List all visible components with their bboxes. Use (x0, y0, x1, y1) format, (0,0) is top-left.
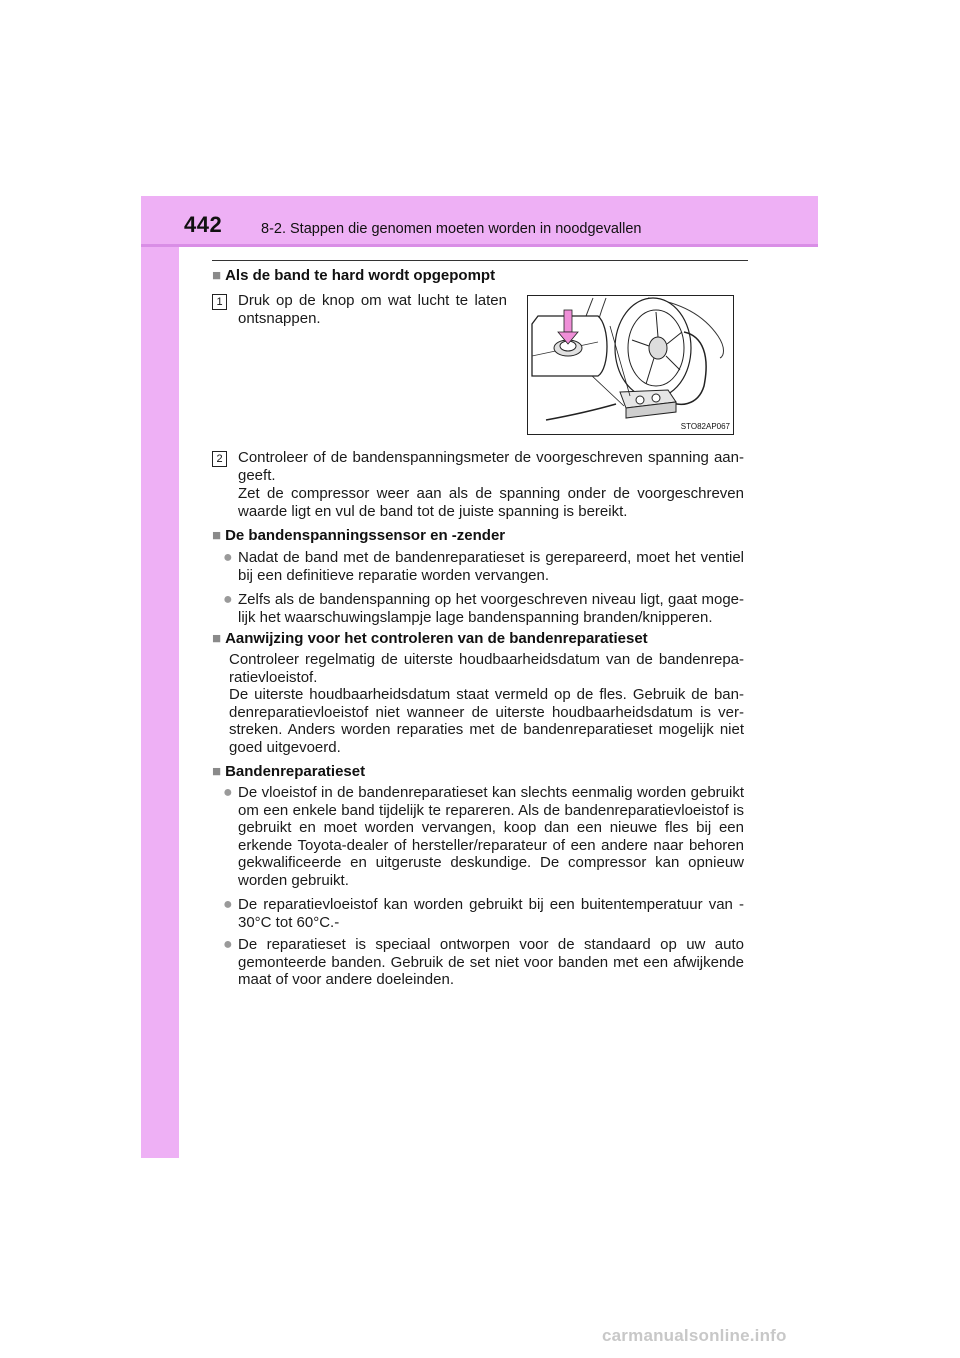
kit-bullet-1: De vloeistof in de bandenreparatieset kan slechts eenmalig worden gebruikt om een enkele band tijdelijk te repareren. Als de bandenreparatievloeistof is gebruikt en moet worden vervangen, koop dan een nieuwe fles bij een erkende Toyota-dealer of hersteller/reparateur of een andere naar behoren gekwalificeerde en uitgeruste deskundige. De compressor kan opnieuw worden gebruikt. (238, 784, 744, 889)
check-paragraph-2: De uiterste houdbaarheidsdatum staat vermeld op de fles. Gebruik de ban- denreparatievloeistof niet wanneer de uiterste houdbaarheidsdatum is ver- streken. Anders worden reparaties met de bandenreparatieset mogelijk niet goed uitgevoerd. (229, 686, 744, 756)
header-divider (141, 244, 818, 247)
round-bullet-icon: ● (223, 591, 233, 608)
square-bullet-icon: ■ (212, 763, 222, 780)
step-2-text: Controleer of de bandenspanningsmeter de voorgeschreven spanning aan- geeft. (238, 449, 744, 484)
side-tab (141, 196, 179, 1158)
sensor-bullet-2: Zelfs als de bandenspanning op het voorgeschreven niveau ligt, gaat moge- lijk het waarschuwingslampje lage bandenspanning branden/knipperen. (238, 591, 744, 626)
watermark: carmanualsonline.info (602, 1326, 787, 1345)
heading-overinflated: ■ Als de band te hard wordt opgepompt (212, 267, 496, 284)
heading-repair-kit: ■ Bandenreparatieset (212, 763, 366, 780)
page-number: 442 (184, 212, 223, 237)
square-bullet-icon: ■ (212, 267, 222, 284)
step-1-number: 1 (212, 294, 227, 310)
step-1-text: Druk op de knop om wat lucht te laten ontsnappen. (238, 292, 507, 327)
kit-bullet-2: De reparatievloeistof kan worden gebruikt bij een buitentemperatuur van - 30°C tot 60°C.- (238, 896, 744, 931)
kit-bullet-3: De reparatieset is speciaal ontworpen voor de standaard op uw auto gemonteerde banden. Gebruik de set niet voor banden met een afwijkende maat of voor andere doeleinden. (238, 936, 744, 988)
square-bullet-icon: ■ (212, 630, 222, 647)
top-rule (212, 260, 748, 261)
heading-pressure-sensor: ■ De bandenspanningssensor en -zender (212, 527, 506, 544)
round-bullet-icon: ● (223, 936, 233, 953)
illustration-drawing (528, 296, 733, 434)
round-bullet-icon: ● (223, 784, 233, 801)
step-2-text-continued: Zet de compressor weer aan als de spanning onder de voorgeschreven waarde ligt en vul de band tot de juiste spanning is bereikt. (238, 485, 744, 520)
step-2-number: 2 (212, 451, 227, 467)
section-title: 8-2. Stappen die genomen moeten worden in noodgevallen (261, 221, 642, 237)
check-paragraph-1: Controleer regelmatig de uiterste houdbaarheidsdatum van de bandenrepa- ratievloeistof. (229, 651, 744, 686)
heading-check-kit: ■ Aanwijzing voor het controleren van de bandenreparatieset (212, 630, 648, 647)
round-bullet-icon: ● (223, 896, 233, 913)
illustration-code: STO82AP067 (680, 422, 730, 431)
sensor-bullet-1: Nadat de band met de bandenreparatieset is gerepareerd, moet het ventiel bij een definitieve reparatie worden vervangen. (238, 549, 744, 584)
square-bullet-icon: ■ (212, 527, 222, 544)
round-bullet-icon: ● (223, 549, 233, 566)
tire-compressor-illustration (527, 295, 734, 435)
